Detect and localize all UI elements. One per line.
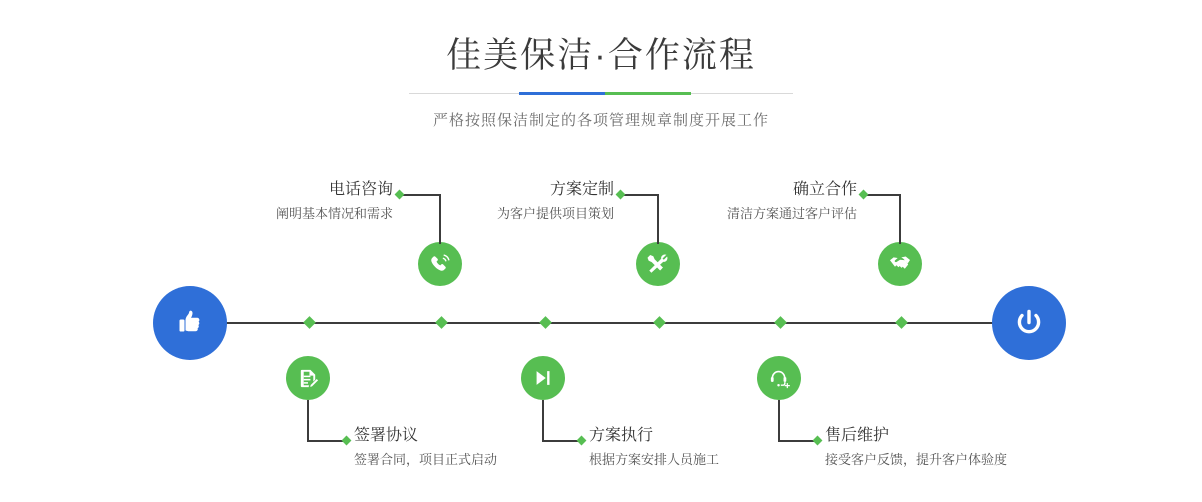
step-desc: 根据方案安排人员施工 (589, 452, 720, 467)
timeline-marker (435, 316, 448, 329)
page-header (0, 34, 1202, 130)
handshake-icon (888, 252, 912, 276)
phone-ring-icon (428, 252, 452, 276)
step-title: 确立合作 (792, 181, 857, 198)
connector-line (307, 440, 346, 442)
step-node-3[interactable] (636, 242, 680, 286)
power-icon (1010, 304, 1048, 342)
step-node-2[interactable] (286, 356, 330, 400)
step-desc: 为客户提供项目策划 (496, 206, 614, 221)
start-endpoint (153, 286, 227, 360)
play-skip-icon (532, 367, 554, 389)
step-node-1[interactable] (418, 242, 462, 286)
step-desc: 阐明基本情况和需求 (275, 206, 393, 221)
step-desc: 清洁方案通过客户评估 (726, 206, 857, 221)
step-desc: 接受客户反馈，提升客户体验度 (825, 452, 1008, 467)
thumbs-up-icon (172, 305, 208, 341)
connector-line (864, 194, 901, 196)
tools-icon (646, 252, 670, 276)
contract-edit-icon (297, 367, 320, 390)
title-divider (409, 92, 793, 95)
step-label-6 (825, 426, 1155, 470)
timeline-marker (539, 316, 552, 329)
step-node-6[interactable] (757, 356, 801, 400)
timeline-marker (303, 316, 316, 329)
step-title: 签署协议 (354, 427, 419, 444)
step-title: 售后维护 (825, 427, 890, 444)
timeline-marker (895, 316, 908, 329)
step-node-4[interactable] (521, 356, 565, 400)
connector-line (778, 440, 817, 442)
customer-support-icon (768, 367, 791, 390)
timeline-marker (653, 316, 666, 329)
step-desc: 签署合同，项目正式启动 (354, 452, 498, 467)
page-title: 佳美保洁·合作流程 (446, 36, 756, 75)
connector-line (307, 400, 309, 442)
divider-blue-segment (519, 92, 605, 95)
connector-line (778, 400, 780, 442)
timeline-marker (774, 316, 787, 329)
end-endpoint (992, 286, 1066, 360)
connector-line (542, 440, 581, 442)
step-title: 电话咨询 (328, 181, 393, 198)
step-title: 方案执行 (589, 427, 654, 444)
process-timeline (0, 150, 1202, 502)
connector-line (899, 194, 901, 244)
step-label-5 (545, 180, 857, 224)
page-subtitle: 严格按照保洁制定的各项管理规章制度开展工作 (432, 112, 769, 129)
connector-endpoint (342, 436, 352, 446)
divider-green-segment (605, 92, 691, 95)
step-node-5[interactable] (878, 242, 922, 286)
connector-endpoint (859, 190, 869, 200)
connector-line (542, 400, 544, 442)
step-title: 方案定制 (549, 181, 614, 198)
timeline-axis (155, 322, 1050, 324)
